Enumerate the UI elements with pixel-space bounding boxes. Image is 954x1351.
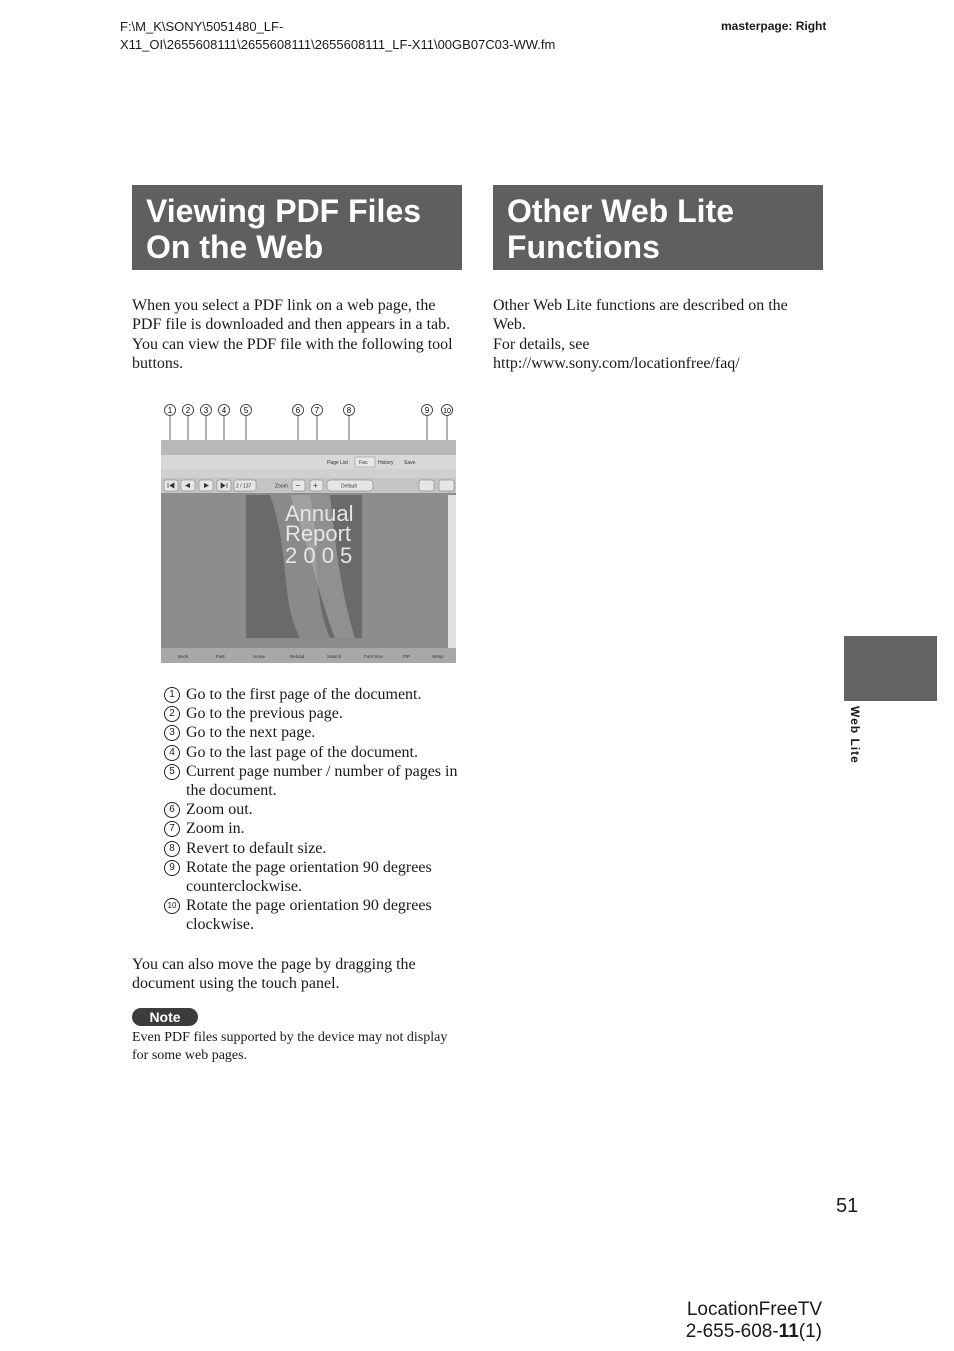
callout-1 [165, 405, 176, 416]
history-button: History [378, 460, 394, 466]
code-prefix: 2-655-608- [685, 1321, 779, 1342]
product-name: LocationFreeTV [686, 1299, 822, 1320]
file-path-line1: F:\M_K\SONY\5051480_LF- [120, 19, 284, 34]
font-size-button: Font Size [364, 654, 384, 659]
step-number: 8 [164, 841, 180, 857]
callout-6 [293, 405, 304, 416]
step-text: Go to the last page of the document. [186, 743, 418, 761]
svg-text:10: 10 [443, 408, 451, 415]
zoom-out-icon: − [295, 481, 301, 490]
list-item [164, 896, 464, 934]
title-line: Viewing PDF Files [146, 193, 422, 229]
step-number: 1 [164, 687, 180, 703]
code-suffix: (1) [798, 1321, 822, 1342]
callout-numbers [165, 405, 453, 416]
step-number: 4 [164, 745, 180, 761]
side-tab-label: Web Lite [848, 706, 862, 764]
doc-title-annual: Annual [285, 501, 354, 526]
rotate-ccw-button [419, 480, 434, 491]
intro-paragraph: When you select a PDF link on a web page, the PDF file is downloaded and then appears in a tab. You can view the PDF file with the following tool buttons. [132, 297, 453, 373]
other-functions-line1: Other Web Lite functions are described on the Web. [493, 297, 788, 334]
svg-text:8: 8 [346, 406, 352, 415]
faq-url[interactable]: http://www.sony.com/locationfree/faq/ [493, 355, 740, 373]
zoom-in-icon: + [313, 481, 318, 490]
fwd-button: Fwd [216, 654, 225, 659]
list-item [164, 839, 464, 858]
tool-button-list [164, 685, 464, 935]
reload-button: Reload [290, 654, 305, 659]
callout-10 [442, 405, 453, 416]
save-button: Save [404, 460, 416, 466]
doc-title-report: Report [285, 521, 352, 546]
list-item [164, 723, 464, 742]
other-functions-paragraph [493, 296, 823, 374]
svg-text:1: 1 [167, 406, 173, 415]
rotate-cw-button [439, 480, 454, 491]
callout-2 [183, 405, 194, 416]
zoom-label: Zoom [275, 483, 288, 490]
step-number: 5 [164, 764, 180, 780]
svg-text:6: 6 [295, 406, 301, 415]
svg-text:7: 7 [314, 406, 320, 415]
svg-text:5: 5 [243, 406, 249, 415]
svg-text:2: 2 [185, 406, 191, 415]
callout-3 [201, 405, 212, 416]
scrollbar [448, 495, 456, 648]
note-badge: Note [132, 1008, 198, 1026]
note-text: Even PDF files supported by the device may not display for some web pages. [132, 1030, 448, 1063]
list-item [164, 704, 464, 723]
list-item [164, 762, 464, 800]
step-text: Revert to default size. [186, 839, 327, 857]
page-number: 51 [836, 1195, 859, 1217]
callout-5 [241, 405, 252, 416]
step-text: Go to the first page of the document. [186, 686, 422, 703]
list-item [164, 743, 464, 762]
default-label: Default [341, 483, 357, 490]
callout-9 [422, 405, 433, 416]
pip-button: PIP [403, 654, 411, 659]
step-number: 7 [164, 821, 180, 837]
list-item [164, 685, 464, 704]
section-title-other-functions [493, 185, 823, 270]
code-bold: 11 [778, 1321, 799, 1342]
svg-text:3: 3 [203, 406, 209, 415]
footer [686, 1299, 822, 1343]
masterpage-label: masterpage: Right [721, 19, 827, 33]
list-item [164, 858, 464, 896]
step-number: 9 [164, 860, 180, 876]
callout-4 [219, 405, 230, 416]
step-text: Rotate the page orientation 90 degrees counterclockwise. [186, 858, 432, 896]
product-code [686, 1321, 822, 1343]
tab-bar [161, 440, 456, 455]
search-button: Search [327, 654, 342, 659]
step-text: Go to the previous page. [186, 705, 343, 723]
svg-text:4: 4 [221, 406, 227, 415]
svg-text:9: 9 [424, 406, 430, 415]
step-text: Zoom out. [186, 801, 253, 819]
step-text: Zoom in. [186, 820, 245, 838]
step-number: 2 [164, 706, 180, 722]
bottom-nav-bar [161, 648, 456, 663]
section-side-tab [844, 636, 937, 701]
other-functions-line2: For details, see [493, 335, 590, 353]
doc-title-year: 2 0 0 5 [285, 543, 353, 568]
page-list-button: Page List [327, 460, 348, 466]
section-title-viewing-pdf [132, 185, 462, 270]
file-path-header [120, 18, 680, 54]
callout-7 [312, 405, 323, 416]
title-line: Other Web Lite [507, 193, 734, 229]
file-path-line2: X11_OI\2655608111\2655608111\2655608111_LF-X11\00GB07C03-WW.fm [120, 37, 556, 52]
step-number: 6 [164, 802, 180, 818]
step-number: 3 [164, 725, 180, 741]
home-button: Home [253, 654, 266, 659]
list-item [164, 819, 464, 838]
step-text: Current page number / number of pages in the document. [186, 762, 458, 800]
pdf-viewer-screenshot [160, 400, 460, 665]
back-button: Back [178, 654, 189, 659]
drag-paragraph: You can also move the page by dragging the document using the touch panel. [132, 956, 416, 993]
step-number: 10 [164, 898, 180, 914]
setup-button: Setup [432, 654, 444, 659]
title-line: Functions [507, 229, 660, 265]
page-counter-text: 2 / 137 [236, 483, 252, 490]
step-text: Rotate the page orientation 90 degrees clockwise. [186, 897, 432, 934]
callout-8 [344, 405, 355, 416]
title-line: On the Web [146, 229, 324, 265]
step-text: Go to the next page. [186, 724, 316, 742]
fav-button: Fav. [359, 460, 369, 466]
list-item [164, 800, 464, 819]
